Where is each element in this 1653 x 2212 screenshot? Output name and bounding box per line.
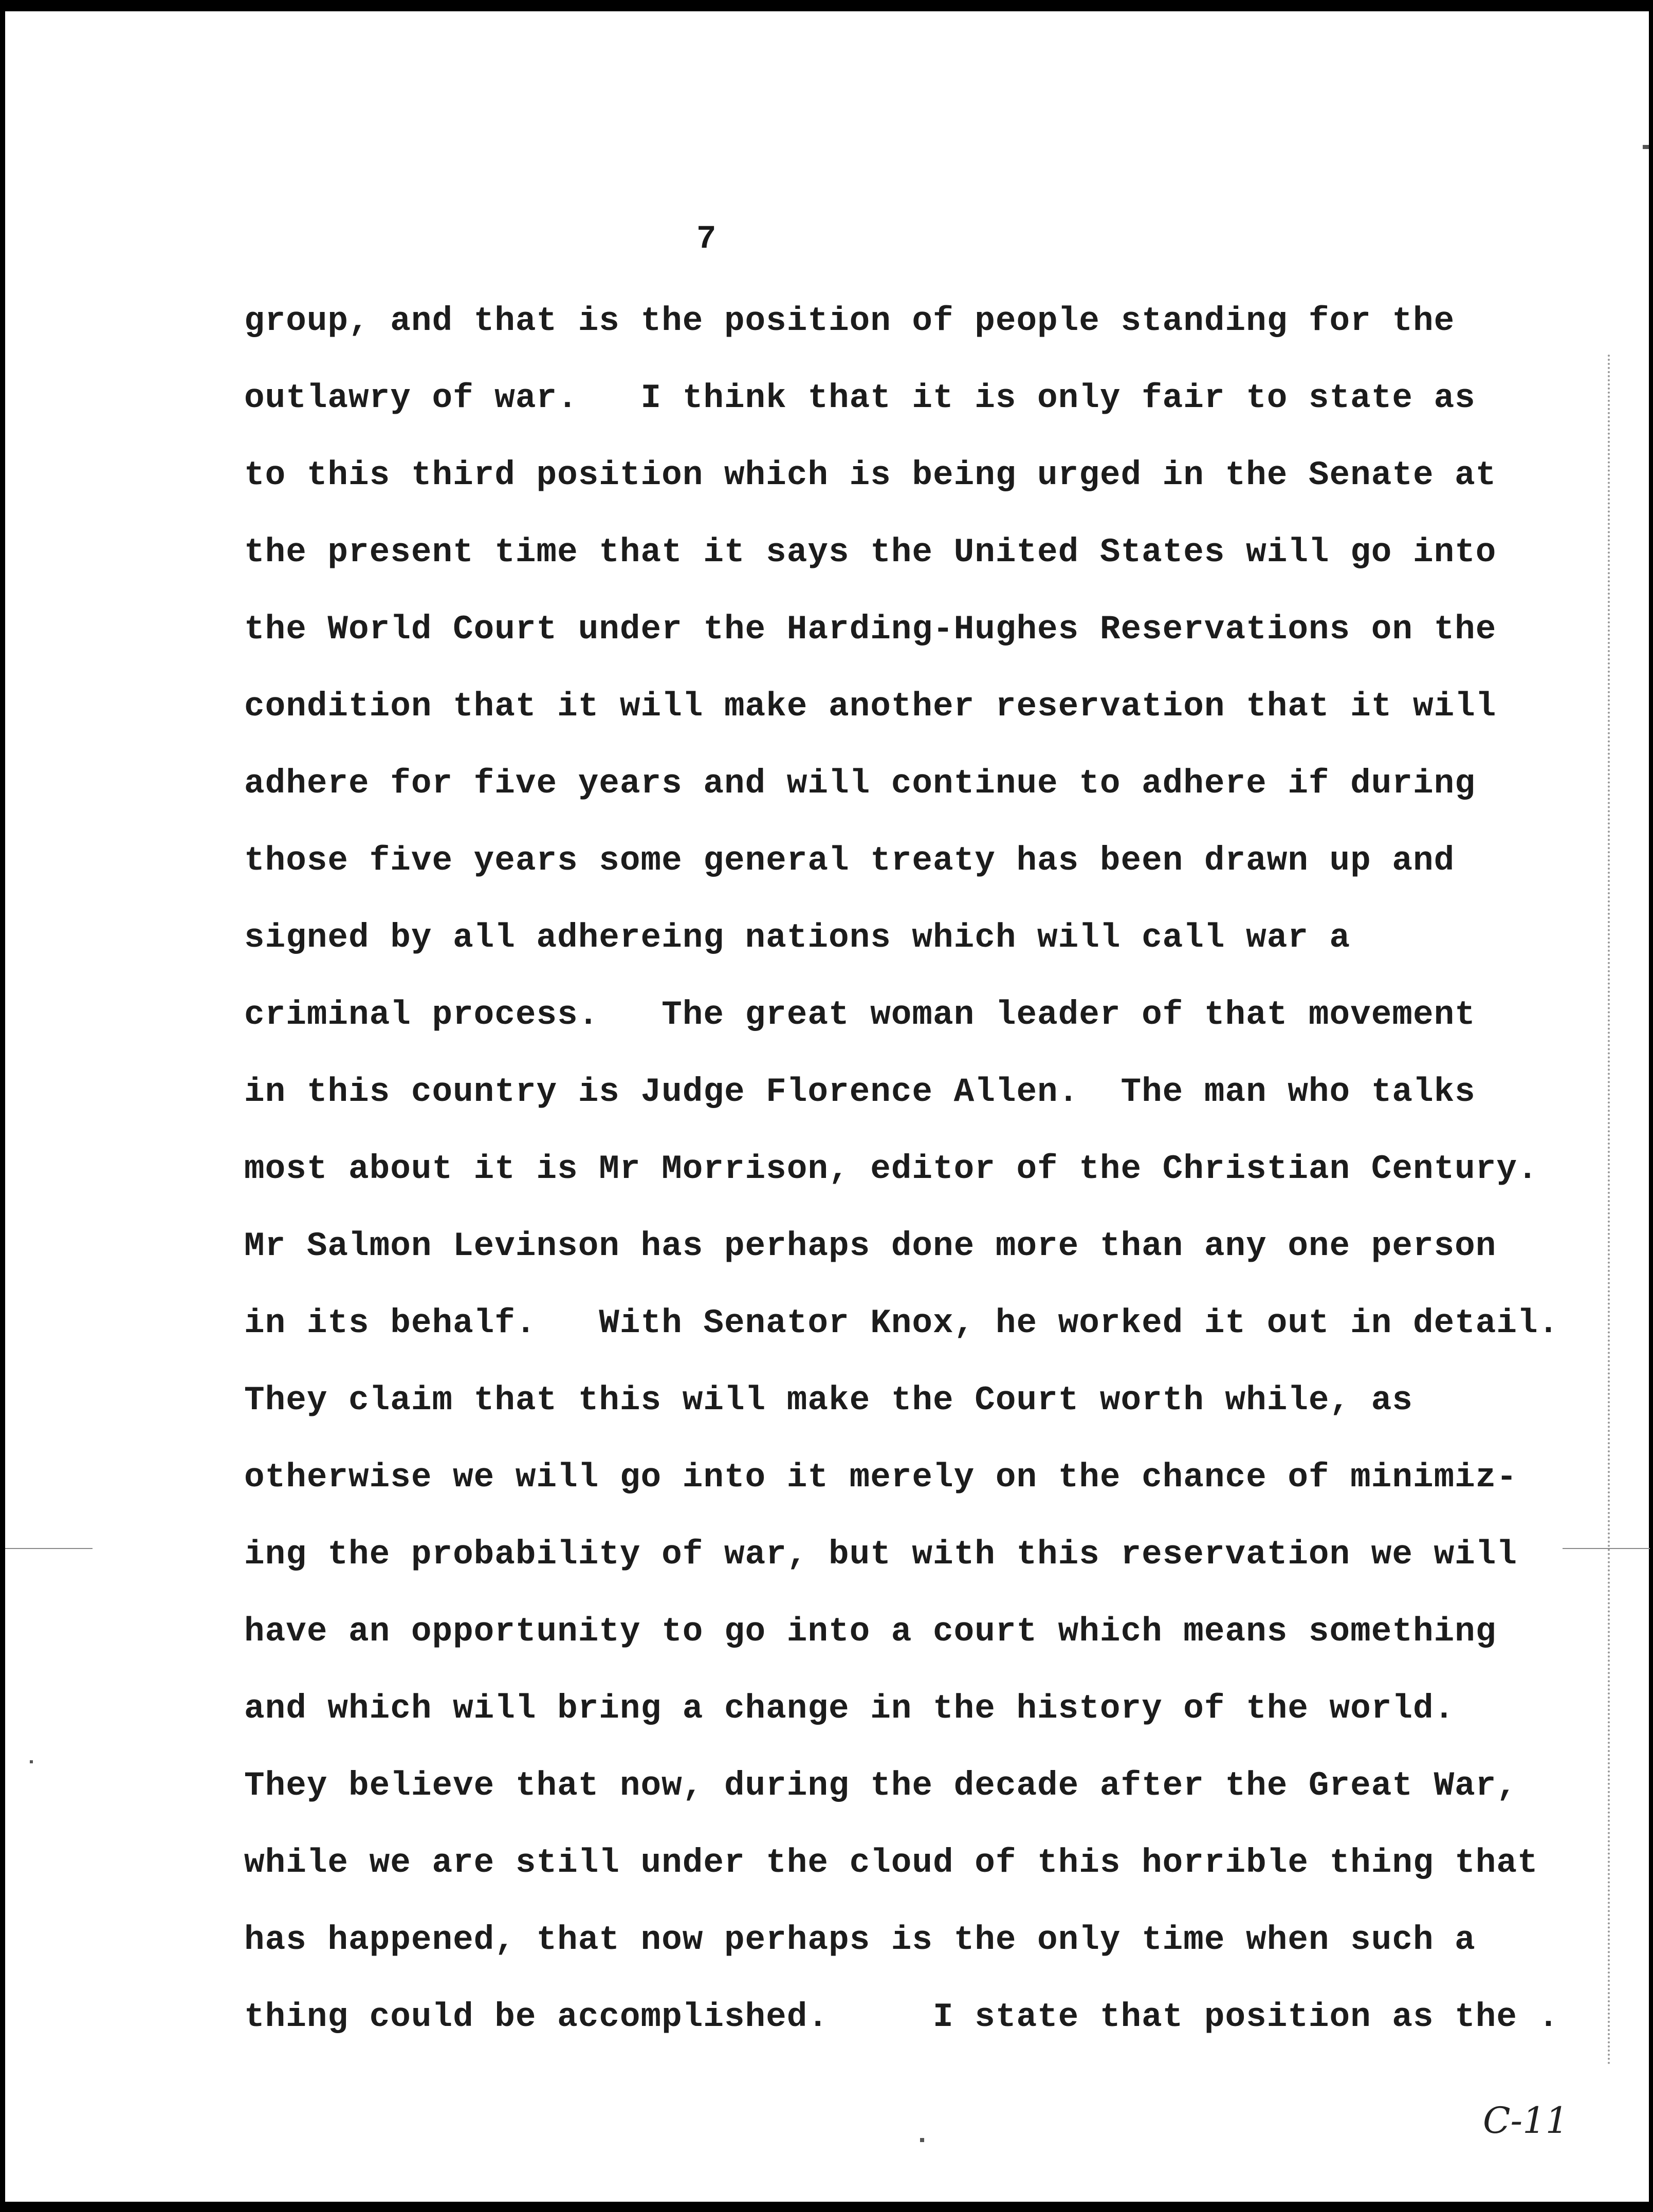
scan-speck	[920, 2138, 924, 2142]
text-line: those five years some general treaty has been drawn up and	[244, 841, 1455, 880]
text-line: in this country is Judge Florence Allen. The man who talks	[244, 1073, 1476, 1111]
text-line: They believe that now, during the decade after the Great War,	[244, 1766, 1517, 1805]
text-line: while we are still under the cloud of this horrible thing that	[244, 1844, 1538, 1882]
text-line: thing could be accomplished. I state that position as the .	[244, 1998, 1559, 2036]
scan-speck	[1643, 145, 1649, 149]
text-line: in its behalf. With Senator Knox, he worked it out in detail.	[244, 1304, 1559, 1342]
fold-mark-left	[5, 1548, 93, 1549]
text-line: criminal process. The great woman leader of that movement	[244, 996, 1476, 1034]
text-line: adhere for five years and will continue to adhere if during	[244, 764, 1476, 803]
handwritten-page-mark: C-11	[1483, 2099, 1569, 2142]
scan-speck	[30, 1760, 33, 1763]
fold-mark-right	[1563, 1548, 1650, 1549]
page-number: 7	[696, 221, 717, 258]
scan-border-left	[0, 0, 5, 2212]
scan-border-top	[0, 0, 1653, 11]
text-line: outlawry of war. I think that it is only fair to state as	[244, 379, 1476, 417]
typed-body-text	[244, 293, 1559, 2066]
text-line: most about it is Mr Morrison, editor of the Christian Century.	[244, 1150, 1538, 1188]
text-line: ing the probability of war, but with this reservation we will	[244, 1535, 1517, 1574]
text-line: and which will bring a change in the history of the world.	[244, 1689, 1455, 1728]
text-line: condition that it will make another reservation that it will	[244, 687, 1497, 726]
text-line: group, and that is the position of people standing for the	[244, 302, 1455, 340]
text-line: signed by all adhereing nations which will call war a	[244, 918, 1351, 957]
text-line: to this third position which is being urged in the Senate at	[244, 456, 1497, 494]
text-line: Mr Salmon Levinson has perhaps done more than any one person	[244, 1227, 1497, 1265]
edge-perforation	[1608, 355, 1613, 2066]
text-line: has happened, that now perhaps is the only time when such a	[244, 1921, 1476, 1959]
text-line: have an opportunity to go into a court which means something	[244, 1612, 1497, 1651]
scan-border-right	[1649, 0, 1653, 2212]
text-line: They claim that this will make the Court worth while, as	[244, 1381, 1413, 1420]
scan-border-bottom	[0, 2202, 1653, 2212]
text-line: the present time that it says the United States will go into	[244, 533, 1497, 572]
text-line: otherwise we will go into it merely on the chance of minimiz-	[244, 1458, 1517, 1497]
text-line: the World Court under the Harding-Hughes Reservations on the	[244, 610, 1497, 649]
